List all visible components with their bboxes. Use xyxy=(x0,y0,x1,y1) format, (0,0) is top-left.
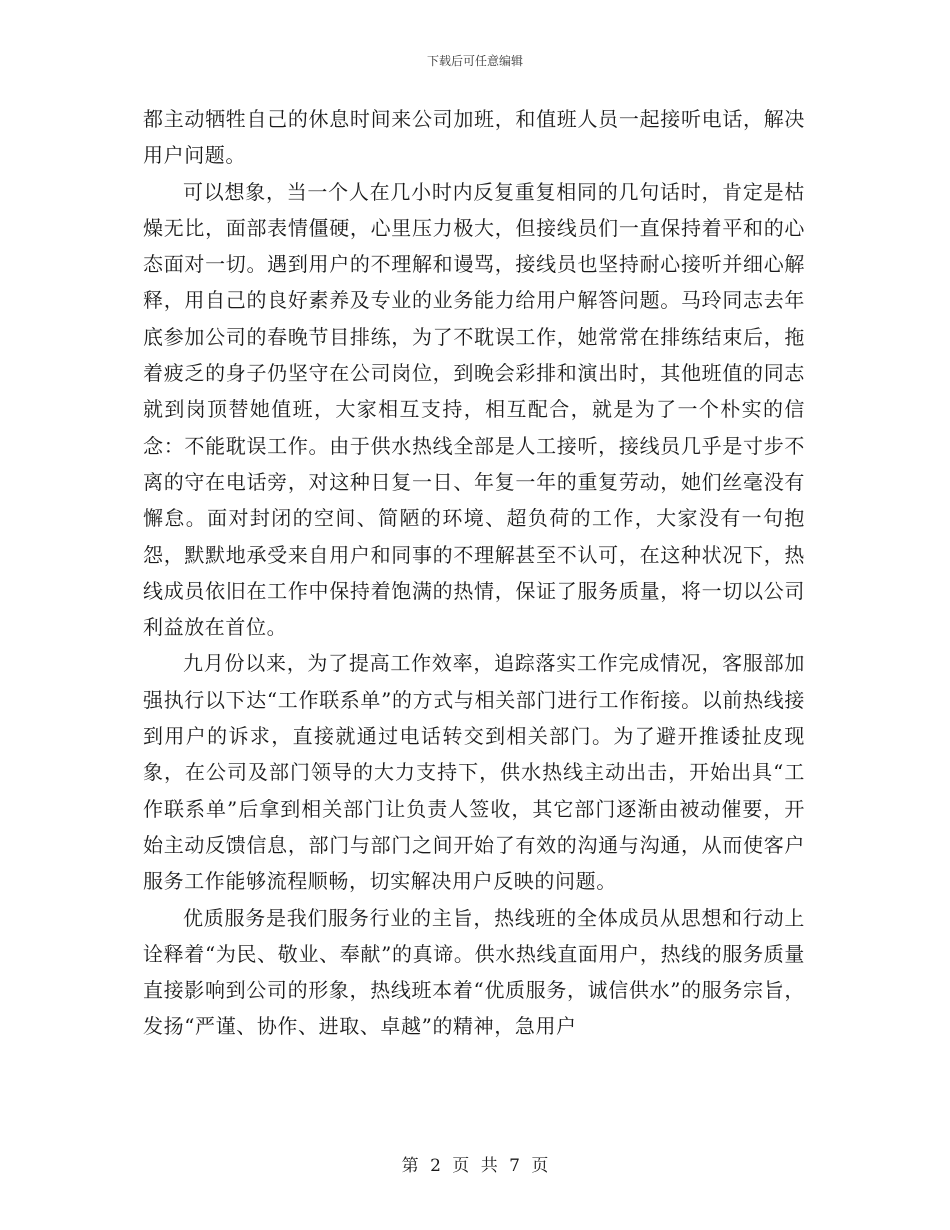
page-footer: 第 2 页 共 7 页 xyxy=(401,1156,549,1176)
paragraph-2: 可以想象，当一个人在几小时内反复重复相同的几句话时，肯定是枯燥无比，面部表情僵硬，心里压力极大，但接线员们一直保持着平和的心态面对一切。遇到用户的不理解和谩骂，接线员也坚持耐心接听并细心解释，用自己的良好素养及专业的业务能力给用户解答问题。马玲同志去年底参加公司的春晚节目排练，为了不耽误工作，她常常在排练结束后，拖着疲乏的身子仍坚守在公司岗位，到晚会彩排和演出时，其他班值的同志就到岗顶替她值班，大家相互支持，相互配合，就是为了一个朴实的信念：不能耽误工作。由于供水热线全部是人工接听，接线员几乎是寸步不离的守在电话旁，对这种日复一日、年复一年的重复劳动，她们丝毫没有懈怠。面对封闭的空间、简陋的环境、超负荷的工作，大家没有一句抱怨，默默地承受来自用户和同事的不理解甚至不认可，在这种状况下，热线成员依旧在工作中保持着饱满的热情，保证了服务质量，将一切以公司利益放在首位。 xyxy=(143,179,805,640)
paragraph-1: 都主动牺牲自己的休息时间来公司加班，和值班人员一起接听电话，解决用户问题。 xyxy=(143,107,805,168)
paragraph-3: 九月份以来，为了提高工作效率，追踪落实工作完成情况，客服部加强执行以下达“工作联系单”的方式与相关部门进行工作衔接。以前热线接到用户的诉求，直接就通过电话转交到相关部门。为了避开推诿扯皮现象，在公司及部门领导的大力支持下，供水热线主动出击，开始出具“工作联系单”后拿到相关部门让负责人签收，其它部门逐渐由被动催要，开始主动反馈信息，部门与部门之间开始了有效的沟通与沟通，从而使客户服务工作能够流程顺畅，切实解决用户反映的问题。 xyxy=(143,651,805,894)
paragraph-4: 优质服务是我们服务行业的主旨，热线班的全体成员从思想和行动上诠释着“为民、敬业、奉献”的真谛。供水热线直面用户，热线的服务质量直接影响到公司的形象，热线班本着“优质服务，诚信供水”的服务宗旨，发扬“严谨、协作、进取、卓越”的精神，急用户 xyxy=(143,905,805,1039)
page-header: 下载后可任意编辑 xyxy=(426,54,523,68)
document-body xyxy=(143,101,805,1045)
